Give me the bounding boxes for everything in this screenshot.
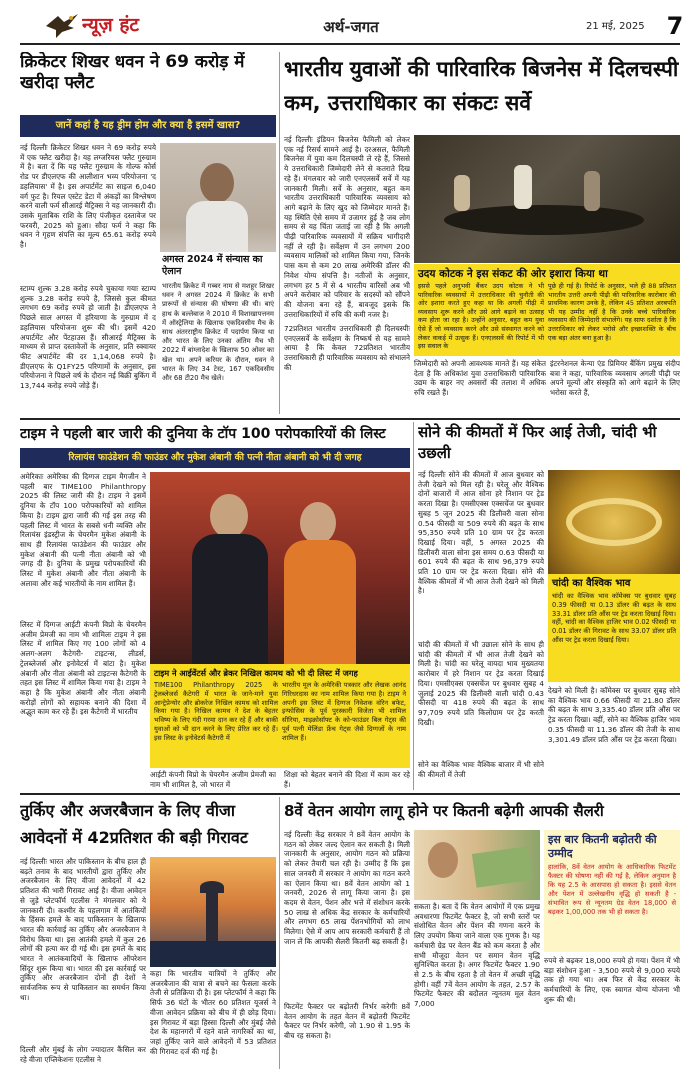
- time100-banner: [20, 448, 410, 468]
- time100-col1: अमेरिकाः अमेरिका की दिग्गज टाइम मैगजीन ने पहली बार TIME100 Philanthropy 2025 की लिस्ट जारी की है। टाइम ने इसमें दुनिया के टॉप 100 परोपकारियों को शामिल किया है। टाइम द्वारा जारी की गई इस तरह की पहली लिस्ट में भारत के सबसे धनी व्यक्ति और रिलायंस इंडस्ट्रीज के चेयरमैन मुकेश अंबानी के साथ ही रिलायंस फाउंडेशन की फाउंडर और मुकेश अंबानी की पत्नी नीता अंबानी को भी जगह दी है। दुनिया के प्रमुख परोपकारियों की लिस्ट में मुकेश अंबानी और नीता अंबानी के अलावा और कई भारतीयों के नाम शामिल हैं।: [20, 472, 146, 588]
- masthead: [0, 0, 696, 50]
- time100-headline: टाइम ने पहली बार जारी की दुनिया के टॉप 100 परोपकारियों की लिस्ट: [20, 426, 386, 442]
- dhawan-body-1: नई दिल्लीः क्रिकेटर शिखर धवन ने 69 करोड़ रुपये में एक फ्लैट खरीदा है। यह लग्जरियस फ्लैट गुरुग्राम में है। बता दें कि यह फ्लैट गुरुग्राम के गोल्फ कोर्स रोड पर डीएलएफ की आलीशान भव्य परियोजना 'द डहलियास' में है। इस अपार्टमेंट का साइज 6,040 वर्ग फुट है। रियल एस्टेट डेटा में अंकड़ों का विश्लेषण करने वाली फर्म सीआरई मैट्रिक्स ने यह जानकारी दी। उसके मुताबिक राशि के लिए पंजीकृत दस्तावेज पर फरवरी, 2025 को हुआ। सौदा फर्म ने कहा कि धवन ने गृहण संपत्ति का मूल्य 65.61 करोड़ रुपये है।: [20, 143, 156, 250]
- gold-body-2: चांदी की कीमतों में भी उछालः सोने के साथ ही चांदी की कीमतों में भी आज तेजी देखने को मिली है। चांदी का घरेलू वायदा भाव मुख्यतया कारोबार में हरे निशान पर ट्रेड करता दिखाई दिया। एमसीएक्स एक्सचेंज पर बुधवार सुबह 4 जुलाई 2025 की डिलीवरी वाली चांदी 0.43 फीसदी या 418 रुपये की बढ़त के साथ 97,709 रुपये प्रति किलोग्राम पर ट्रेड करती दिखी।: [418, 640, 544, 727]
- salary-col2: सकता है। बता दें कि वेतन आयोगों में एक प्रमुख अवधारणा फिटमेंट फैक्टर है, जो सभी स्तरों पर संशोधित वेतन और पेंशन की गणना करने के लिए उपयोग किया जाने वाला एक गुणक है। यह कर्मचारी ग्रेड पर वेतन बैंड को कम करता है और सभी मौजूदा वेतन पर समान वेतन वृद्धि सुनिश्चित करता है। अगर फिटमेंट फैक्टर 1.90 से 2.5 के बीच रहता है तो वेतन में अच्छी वृद्धि होगी। वहीं 7वें वेतन आयोग के तहत, 2.57 के फिटमेंट फैक्टर की बदौलत न्यूनतम मूल वेतन 7,000: [414, 902, 540, 1009]
- col-divider-left: [279, 52, 280, 414]
- masthead-rule: [20, 43, 680, 45]
- kotak-box-title: उदय कोटक ने इस संकट की ओर इशारा किया था: [418, 268, 608, 280]
- visa-col1: नई दिल्लीः भारत और पाकिस्तान के बीच हाल ही बढ़ते तनाव के बाद भारतीयों द्वारा तुर्किए और अजरबैजान के लिए वीजा आवेदनों में 42 प्रतिशत की भारी गिरावट आई है। वीजा आवेदन से जुड़े प्लेटफॉर्म एटलीस ने मंगलवार को ये जानकारी दी। कश्मीर के पहलगाम में आतंकियों के हिंसक हमले के बाद पाकिस्तान के खिलाफ भारत की कार्रवाई का तुर्किए और अजरबैजान ने विरोध किया था। इस आतंकी हमले में कुल 26 लोगों की हत्या कर दी गई थी। इस हमले के बाद भारत ने आतंकवादियों के खिलाफ ऑपरेशन सिंदूर शुरू किया था। भारत की इस कार्रवाई पर तुर्किए और अजरबैजान दोनों ही देशों ने सार्वजनिक रूप से पाकिस्तान का समर्थन किया था।: [20, 857, 146, 1002]
- gold-photo: [548, 470, 680, 574]
- salary-headline: 8वें वेतन आयोग लागू होने पर कितनी बढ़ेगी आपकी सैलरी: [284, 802, 604, 820]
- gold-body: नई दिल्लीः सोने की कीमतों में आज बुधवार को तेजी देखने को मिल रही है। घरेलू और वैश्विक दोनों बाजारों में आज सोना हरे निशान पर ट्रेड करता दिखा है। एमसीएक्स एक्सचेंज पर बुधवार सुबह 5 जून 2025 की डिलीवरी वाला सोना 0.54 फीसदी या 509 रुपये की बढ़त के साथ 95,350 रुपये प्रति 10 ग्राम पर ट्रेड करता दिखाई दिया। वहीं, 5 अगस्त 2025 की डिलीवरी वाला सोना इस समय 0.63 फीसदी या 601 रुपये की बढ़त के साथ 96,379 रुपये प्रति 10 ग्राम पर ट्रेड करता दिखा। सोने की वैश्विक कीमतों में भी आज तेजी देखने को मिली है।: [418, 470, 544, 596]
- dhawan-body-2: स्टाम्प शुल्क 3.28 करोड़ रुपये चुकाया गयाः स्टाम्प शुल्क 3.28 करोड़ रुपये है, जिससे कुल कीमत लगभग 69 करोड़ रुपये हो जाती है। डीएलएफ ने पिछले साल अगस्त में हरियाणा के गुरुग्राम में द डहलियास परियोजना शुरू की थी। इसमें 420 अपार्टमेंट और पेंटहाउस हैं। सीआरई मैट्रिक्स के माध्यम से प्राप्त दस्तावेजों के अनुसार, प्रति स्क्वायर फीट अपार्टमेंट की दर 1,14,068 रुपये है। डीएलएफ के Q1FY25 परिणामों के अनुसार, इस परियोजना ने पिछले वर्ष के दौरान नई बिक्री बुकिंग में 13,744 करोड़ रुपये जोड़े हैं।: [20, 284, 156, 391]
- retire-box-body: भारतीय क्रिकेट में गब्बर नाम से मशहूर शिखर धवन ने अगस्त 2024 में क्रिकेट के सभी प्रारूपों से संन्यास की घोषणा की थी। बाएं हाथ के बल्लेबाज ने 2010 में विशाखापत्तनम में ऑस्ट्रेलिया के खिलाफ एकदिवसीय मैच के साथ अंतरराष्ट्रीय क्रिकेट में पदार्पण किया था और भारत के लिए उनका अंतिम मैच भी 2022 में बांग्लादेश के खिलाफ 50 ओवर का खेल था। अपने करियर के दौरान, धवन ने भारत के लिए 34 टेस्ट, 167 एकदिवसीय और 68 टी20 मैच खेले।: [162, 282, 274, 383]
- section-rule-2: [20, 793, 680, 795]
- dhawan-subhead-bar: [20, 115, 276, 137]
- retire-box-title: अगस्त 2024 में संन्यास का ऐलान: [162, 254, 263, 277]
- youth-headline: भारतीय युवाओं की पारिवारिक बिजनेस में दिलचस्पी कम, उत्तराधिकार का संकटः सर्वे: [284, 57, 679, 115]
- gold-body-4: देखने को मिली है। कॉमेक्स पर बुधवार सुबह सोने का वैश्विक भाव 0.66 फीसदी या 21.80 डॉलर की बढ़त के साथ 3,335.40 डॉलर प्रति औंस पर ट्रेड करता दिखा। वहीं, सोने का वैश्विक हाजिर भाव 0.35 फीसदी या 11.36 डॉलर की तेजी के साथ 3,301.49 डॉलर प्रति औंस पर ट्रेड करता दिखा।: [548, 686, 680, 744]
- kotak-box-body: इससे पहले अनुभवी बैंकर उदय कोटक ने भी पारिवारिक व्यवसायों में उत्तराधिकार की चुनौती की ओर इशारा करते हुए कहा था कि अगली पीढ़ी में व्यवसाय शुरू करने और उसे आगे बढ़ाने का उत्साह कम होता जा रहा है। उन्होंने अनुसार, बहुत कम युवा ऐसे हैं जो व्यवसाय करने और उसे संस्थागत करने को लेकर वाकई में उत्सुक हैं। एनएलसर्वे की रिपोर्ट में भी इस सवाल के: [418, 282, 544, 351]
- kamath-box-body: TIME100 Philanthropy 2025 के ट्रेलब्लेजर्स कैटेगरी में भारत के जाने-माने युवा आन्ट्रेप्रेन्योर और ब्रोकरेज निखिल कामथ को शामिल किया गया है। निखिल कामथ ने देश के बेहतर भविष्य के लिए गंदी गरमा दान कर रहे हैं और बाकी युवाओं को भी दान करने के लिए प्रेरित कर रहे हैं। इस लिस्ट के इनोवेटर्स कैटेगरी में: [154, 681, 278, 742]
- masthead-logo: न्यूज़ हंट: [82, 14, 140, 36]
- kamath-box: [150, 664, 410, 768]
- kotak-box-body-2: पूछे ही गई है। रिपोर्ट के अनुसार, भले ही 88 प्रतिशत भारतीय उत्तरी अपनी पीढ़ी की पारिवारिक कारोबार की प्राथमिक कारण उनके है, लेकिन 45 प्रतिशत अरबपति भी यह उम्मीद नहीं है कि उनके बच्चे पारिवारिक व्यवसाय की जिम्मेदारी संभालेंगे। यह साफ दर्शाता है कि उत्तराधिकार को लेकर भरोसे और इच्छाशक्ति के बीच एक बड़ा अंतर बना हुआ है।: [548, 282, 676, 342]
- salary-box-title: इस बार कितनी बढ़ोतरी की उम्मीद: [548, 833, 657, 860]
- salary-box: [544, 830, 680, 952]
- section-rule-1: [20, 418, 680, 420]
- ambani-photo: [150, 472, 410, 664]
- section-label: अर्थ-जगत: [323, 18, 379, 36]
- visa-col1b: दिल्ली और मुंबई के लोग ज्यादातर कैंसिल कर रहे वीजा एप्लिकेशनः एटलीस ने: [20, 1045, 146, 1064]
- gold-headline: सोने की कीमतों में फिर आई तेजी, चांदी भी उछली: [418, 423, 657, 462]
- salary-col3: रुपये से बढ़कर 18,000 रुपये हो गया। पेंशन में भी बड़ा संशोधन हुआ - 3,500 रुपये से 9,000 रुपये तक हो गया था। अब फिर से केंद्र सरकार के कर्मचारियों के लिए, एक स्वागत योग्य योजना भी शुरू की थी।: [544, 956, 680, 1004]
- salary-col1: नई दिल्लीः केंद्र सरकार ने 8वें वेतन आयोग के गठन को लेकर जल्द ऐलान कर सकती है। मिली जानकारी के अनुसार, आयोग गठन को प्रक्रिया को लेकर तैयारी चल रही है। उम्मीद हैं कि इस साल जनवरी में सरकार ने आयोग का गठन करने का ऐलान किया था। 8वें वेतन आयोग को 1 जनवरी, 2026 से लागू किया जाना है। इस कदम से वेतन, पेंशन और भत्ते में संशोधन करके 50 लाख से अधिक केंद्र सरकार के कर्मचारियों और लगभग 65 लाख पेंशनभोगियों को लाभ मिलेगा। ऐसे में आप आप सरकारी कर्मचारी हैं तो जान लें कि आपकी सैलरी कितनी बढ़ सकती है।: [284, 830, 410, 946]
- silver-box-body: चांदी का वैश्विक भाव कॉमेक्स पर बुधवार सुबह 0.39 फीसदी या 0.13 डॉलर की बढ़त के साथ 33.31 डॉलर प्रति औंस पर ट्रेड करता दिखाई दिया। वहीं, चांदी का वैश्विक हाजिर भाव 0.02 फीसदी या 0.01 डॉलर की गिरावट के साथ 33.07 डॉलर प्रति औंस पर ट्रेड करता दिखाई दिया।: [552, 592, 676, 644]
- page-number: 7: [666, 12, 684, 40]
- youth-col1: नई दिल्लीः इंडियन बिजनेस फैमिली को लेकर एक नई रिसर्च सामने आई है। दरअसल, फैमिली बिजनेस में युवा कम दिलचस्पी ले रहे हैं, जिससे ये उत्तराधिकारी जिम्मेदारी लेने से कतराते दिख रहे हैं। मंगलवार को जारी एनएलसर्वे सर्वे में यह जानकारी मिली। सर्वे के अनुसार, बहुत कम भारतीय उत्तराधिकारी पारिवारिक व्यवसाय को आगे बढ़ाने के लिए खुद को जिम्मेदार मानते हैं। यह स्थिति ऐसे समय में उजागर हुई है जब लोग समय से यह चिंता जताई जा रही है कि अगली पीढ़ी पारिवारिक व्यवसायों में सक्रिय भागीदारी नहीं ले रही है। सर्वेक्षण में उन लगभग 200 व्यवसाय मालिकों को शामिल किया गया, जिनके पास कम से कम 20 लाख अमेरिकी डॉलर की निवेश योग्य संपत्ति है। नतीजों के अनुसार, लगभग हर 5 में से 4 भारतीय वारिसों अब भी अपने करोबार को परिवार के सदस्यों को सौंपने की योजना बना रहे हैं, बावजूद इसके कि उत्तराधिकारियों में रुचि की कमी नजर है।: [284, 135, 410, 319]
- time100-bottom-1: आईटी कंपनी विप्रो के चेयरमैन अजीम प्रेमजी का नाम भी शामिल है, जो भारत में: [150, 770, 276, 789]
- time100-bottom-2: शिक्षा को बेहतर बनाने की दिशा में काम कर रहे हैं।: [284, 770, 410, 789]
- youth-col2: जिम्मेदारी को अपनी आवश्यक मानते हैं। यह संकेत देता है कि अधिकांश युवा उत्तराधिकारी पारिवारिक उद्यम के बाहर नए अवसरों की तलाश में अधिक रुचि रखते हैं।: [414, 359, 546, 398]
- col-divider-bottom: [279, 797, 280, 1069]
- meeting-photo: [414, 135, 680, 263]
- visa-col2: कहा कि भारतीय यात्रियों ने तुर्किए और अजरबैजान की यात्रा से बचने का फैसला करके तेजी से प्रतिक्रिया दी है। इस प्लेटफॉर्म ने कहा कि सिर्फ 36 घंटों के भीतर 60 प्रतिशत यूजर्स ने वीजा आवेदन प्रक्रिया को बीच में ही छोड़ दिया। इस गिरावट में बड़ा हिस्सा दिल्ली और मुंबई जैसे देश के महानगरों में रहने वाले नागरिकों का था, जहां तुर्किए जाने वाले आवेदनों में 53 प्रतिशत की गिरावट दर्ज की गई है।: [150, 969, 276, 1056]
- dhawan-subhead: जानें कहां है यह ड्रीम होम और क्या है इसमें खास?: [55, 120, 241, 131]
- istanbul-photo: [150, 857, 276, 967]
- kotak-box: [414, 264, 680, 356]
- youth-col3: इंटरनेशनल केन्या एंड प्रिमियर बैंकिंग प्रमुख संदीप बत्रा ने कहा, पारिवारिक व्यवसाय अगली पीढ़ी पर अपने मूल्यों और संस्कृति को आगे बढ़ाने के लिए भरोसा करते हैं,: [550, 359, 680, 398]
- salary-photo: [414, 830, 540, 900]
- time100-col1b: लिस्ट में दिग्गज आईटी कंपनी विप्रो के चेयरमैन अजीम प्रेमजी का नाम भी शामिलः टाइम ने इस लिस्ट में शामिल किए गए 100 लोगों को 4 अलग-अलग कैटेगरी- टाइटन्स, लीडर्स, ट्रेलब्लेजर्स और इनोवेटर्स में बांटा है। मुकेश अंबानी और नीता अंबानी को टाइटन्स कैटेगरी के तहत इस लिस्ट में शामिल किया गया है। टाइम ने कहा है कि मुकेश अंबानी और नीता अंबानी करोड़ों लोगों को सहायक बनाने की दिशा में अद्भुत काम कर रहे हैं। इस कैटेगरी में भारतीय: [20, 620, 146, 717]
- gold-body-3: सोने का वैश्विक भावः वैश्विक बाजार में भी सोने की कीमतों में तेजी: [418, 760, 544, 779]
- time100-banner-text: रिलायंस फाउंडेशन की फाउंडर और मुकेश अंबानी की पत्नी नीता अंबानी को भी दी जगह: [68, 452, 362, 463]
- silver-global-box: [548, 574, 680, 682]
- youth-col1b: 72प्रतिशत भारतीय उत्तराधिकारी ही दिलचस्पीः एनएलसर्वे के सर्वेक्षण के निष्कर्ष से यह सामने आया है कि केवल 72प्रतिशत भारतीय उत्तराधिकारी ही पारिवारिक व्यवसाय को संभालने की: [284, 324, 410, 372]
- dhawan-retire-box: [160, 252, 276, 416]
- salary-box-body: हालांकि, 8वें वेतन आयोग के आधिकारिक फिटमेंट फैक्टर की घोषणा नहीं की गई है, लेकिन अनुमान है कि यह 2.5 के आसपास हो सकता है। इससे वेतन और पेंशन में उल्लेखनीय वृद्धि हो सकती है - संभावित रूप से न्यूनतम ग्रेड वेतन 18,000 से बढ़कर 1,00,000 तक भी हो सकता है।: [548, 863, 676, 916]
- salary-col1b: फिटमेंट फैक्टर पर बढ़ोतरी निर्भर करेगीः 8वें वेतन आयोग के तहत वेतन में बढ़ोतरी फिटमेंट फैक्टर पर निर्भर करेगी, जो 1.90 से 1.95 के बीच रह सकता है।: [284, 1002, 410, 1041]
- eagle-logo-icon: [44, 8, 80, 42]
- issue-date: 21 मई, 2025: [586, 21, 645, 32]
- silver-box-title: चांदी का वैश्विक भाव: [552, 578, 631, 589]
- kamath-box-body-2: भारतीय मूल के अमेरिकी पत्रकार और लेखक आनंद गिरिधरदास का नाम शामिल किया गया है। टाइम ने अपनी इस लिस्ट में दिग्गज निवेशक वॉरेन बफेट, इन्फोसिस के पूर्व पुरस्कारी विजेता भी शामिल सीरिया, माइक्रोसॉफ्ट के को-फाउंडर बिल गेट्स की पूर्व पत्नी मेलिंडा फ्रेंच गेट्स जैसे दिग्गजों के नाम शामिल हैं।: [282, 681, 406, 742]
- col-divider-mid: [413, 422, 414, 790]
- kamath-box-title: टाइम ने आईवेंटर्स और ब्रेकर निखिल कामथ को भी दी लिस्ट में जगह: [154, 668, 358, 678]
- visa-headline: तुर्किए और अजरबैजान के लिए वीजा आवेदनों में 42प्रतिशत की बड़ी गिरावट: [20, 801, 248, 847]
- dhawan-headline: क्रिकेटर शिखर धवन ने 69 करोड़ में खरीदा फ्लैट: [20, 52, 245, 93]
